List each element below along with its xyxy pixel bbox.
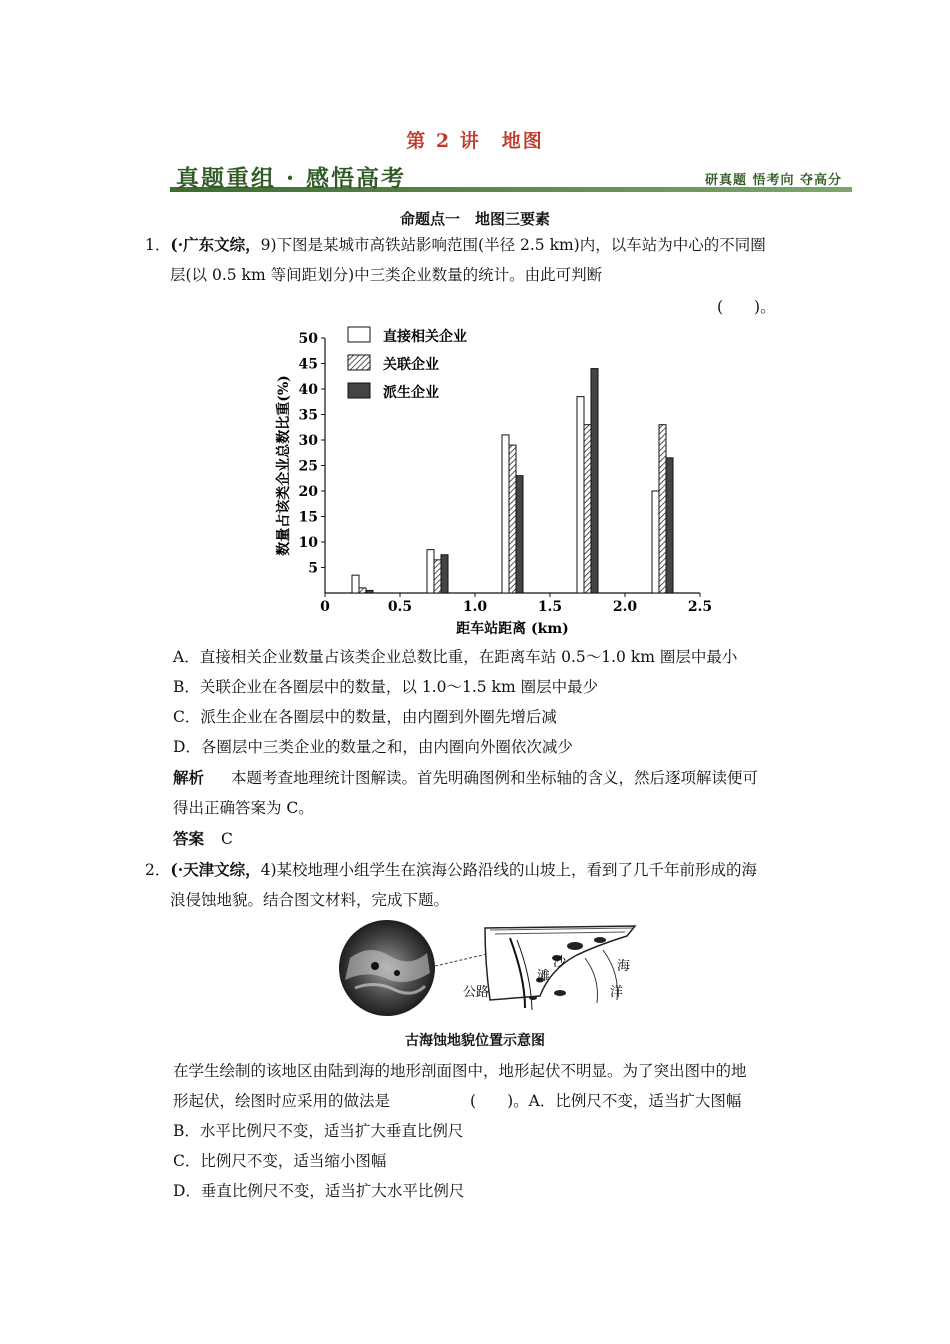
q1-answer xyxy=(173,824,233,854)
q2-sub-line2 xyxy=(173,1086,833,1116)
legend-swatch xyxy=(348,355,370,370)
x-tick-label: 0 xyxy=(320,599,330,615)
y-tick-label: 15 xyxy=(298,509,318,526)
bar-1-4 xyxy=(577,397,584,593)
q2-figure-caption: 古海蚀地貌位置示意图 xyxy=(405,1033,545,1049)
q2-source: (·天津文综， xyxy=(170,860,261,879)
q2-stem-line2: 浪侵蚀地貌。结合图文材料，完成下题。 xyxy=(170,891,450,909)
q2-stem-line1: 4)某校地理小组学生在滨海公路沿线的山坡上，看到了几千年前形成的海 xyxy=(260,861,758,879)
bar-2-3 xyxy=(509,445,516,593)
q2-option-b: B．水平比例尺不变，适当扩大垂直比例尺 xyxy=(173,1122,464,1140)
bar-3-5 xyxy=(666,458,673,593)
banner-left-title: 真题重组 · 感悟高考 xyxy=(176,165,407,192)
q1-option-c: C．派生企业在各圈层中的数量，由内圈到外圈先增后减 xyxy=(173,708,557,726)
y-tick-label: 35 xyxy=(298,407,318,424)
rock-photo-inset xyxy=(339,920,435,1016)
bar-2-2 xyxy=(434,560,441,593)
q2-sub-line1: 在学生绘制的该地区由陆到海的地形剖面图中，地形起伏不明显。为了突出图中的地 xyxy=(173,1062,747,1080)
bar-3-1 xyxy=(366,590,373,593)
q1-analysis xyxy=(173,763,823,793)
q2-number: 2． xyxy=(145,861,171,879)
lecture-title: 第 2 讲 地图 xyxy=(406,130,544,152)
x-tick-label: 1.0 xyxy=(462,599,488,615)
q1-option-b: B．关联企业在各圈层中的数量，以 1.0～1.5 km 圈层中最少 xyxy=(173,678,599,696)
x-tick-label: 0.5 xyxy=(387,599,413,615)
q2-figure xyxy=(335,918,645,1018)
y-tick-label: 10 xyxy=(298,535,318,551)
label-sand: 沙 xyxy=(553,955,567,970)
bar-1-2 xyxy=(427,550,434,593)
legend-label: 直接相关企业 xyxy=(383,329,467,345)
legend-swatch xyxy=(348,327,370,342)
q2-option-c: C．比例尺不变，适当缩小图幅 xyxy=(173,1152,387,1170)
y-tick-label: 50 xyxy=(298,331,318,347)
x-axis-title: 距车站距离 (km) xyxy=(456,621,569,637)
bar-1-3 xyxy=(502,435,509,593)
answer-label: 答案 xyxy=(173,829,205,848)
legend-label: 派生企业 xyxy=(383,385,439,401)
analysis-label: 解析 xyxy=(173,768,205,787)
y-tick-label: 30 xyxy=(298,433,318,449)
analysis-text-line1: 本题考查地理统计图解读。首先明确图例和坐标轴的含义，然后逐项解读便可 xyxy=(230,769,758,787)
label-beach: 滩 xyxy=(537,969,551,984)
x-tick-label: 1.5 xyxy=(537,599,563,615)
y-tick-label: 25 xyxy=(298,458,318,475)
y-tick-label: 45 xyxy=(298,356,318,373)
q1-source: (·广东文综， xyxy=(170,235,261,254)
q2-option-d: D．垂直比例尺不变，适当扩大水平比例尺 xyxy=(173,1182,465,1200)
q1-option-a: A．直接相关企业数量占该类企业总数比重，在距离车站 0.5～1.0 km 圈层中最小 xyxy=(173,648,738,666)
q1-bar-chart xyxy=(270,325,730,645)
bar-1-5 xyxy=(652,491,659,593)
bar-2-4 xyxy=(584,425,591,593)
legend-label: 关联企业 xyxy=(383,357,439,373)
answer-value: C xyxy=(220,830,233,848)
bar-3-2 xyxy=(441,555,448,593)
y-tick-label: 20 xyxy=(298,484,318,500)
label-ocean: 洋 xyxy=(610,985,624,1000)
q1-answer-paren: ( )。 xyxy=(717,298,776,316)
bar-1-1 xyxy=(352,575,359,593)
q2-stem xyxy=(145,855,825,885)
q1-stem-line2: 层(以 0.5 km 等间距划分)中三类企业数量的统计。由此可判断 xyxy=(170,266,603,284)
banner-right-slogan: 研真题 悟考向 夺高分 xyxy=(704,173,842,188)
q1-stem-line1: 9)下图是某城市高铁站影响范围(半径 2.5 km)内，以车站为中心的不同圈 xyxy=(260,236,766,254)
y-tick-label: 5 xyxy=(308,560,318,577)
q2-sub-line2-text: 形起伏，绘图时应采用的做法是 xyxy=(173,1092,391,1110)
label-sea: 海 xyxy=(617,959,631,974)
bar-3-4 xyxy=(591,369,598,593)
x-tick-label: 2.5 xyxy=(687,599,713,615)
bar-2-1 xyxy=(359,588,366,593)
x-tick-label: 2.0 xyxy=(612,599,638,615)
q2-answer-paren: ( )。 xyxy=(470,1092,529,1110)
bar-2-5 xyxy=(659,425,666,593)
y-axis-title: 数量占该类企业总数比重(%) xyxy=(276,375,292,556)
q1-number: 1． xyxy=(145,236,171,254)
legend-swatch xyxy=(348,383,370,398)
label-road: 公路 xyxy=(463,985,490,1000)
analysis-text-line2: 得出正确答案为 C。 xyxy=(173,799,314,817)
section-banner xyxy=(170,160,852,194)
section-title: 命题点一 地图三要素 xyxy=(399,210,550,228)
q1-option-d: D．各圈层中三类企业的数量之和，由内圈向外圈依次减少 xyxy=(173,738,573,756)
q2-option-a: A．比例尺不变，适当扩大图幅 xyxy=(528,1092,742,1110)
bar-3-3 xyxy=(516,476,523,593)
y-tick-label: 40 xyxy=(298,382,318,398)
q1-stem xyxy=(145,230,825,260)
